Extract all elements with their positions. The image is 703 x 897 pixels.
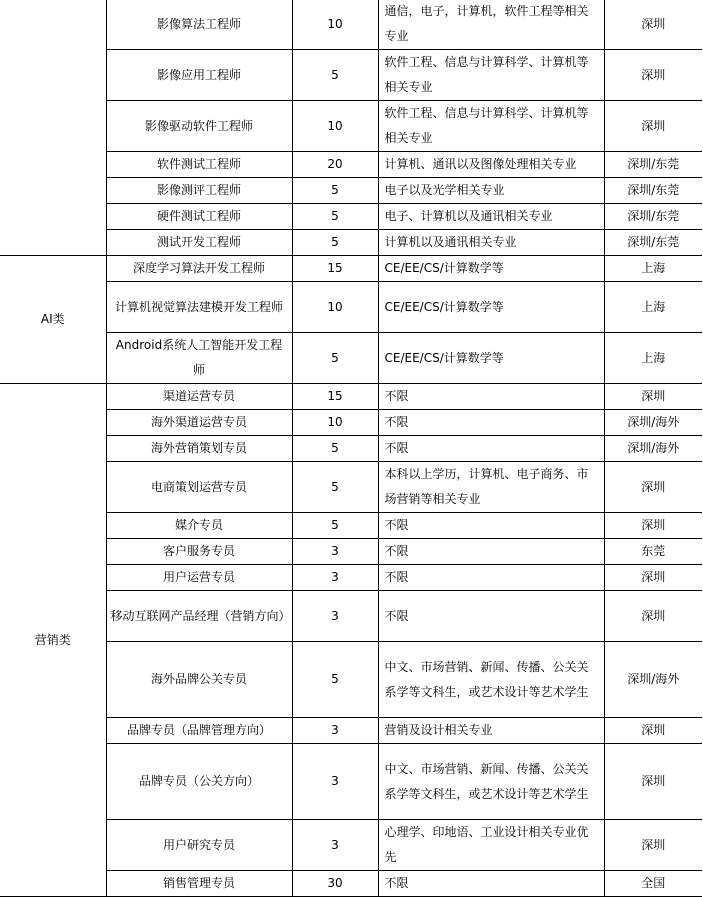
requirement-cell: 计算机以及通讯相关专业 (378, 230, 604, 256)
count-cell: 20 (292, 152, 378, 178)
table-row (0, 513, 702, 539)
requirement-cell: 不限 (378, 410, 604, 436)
position-cell: 测试开发工程师 (106, 230, 292, 256)
count-cell: 30 (292, 871, 378, 897)
position-cell: 计算机视觉算法建模开发工程师 (106, 282, 292, 333)
table-row (0, 410, 702, 436)
requirement-cell: 软件工程、信息与计算科学、计算机等相关专业 (378, 50, 604, 101)
position-cell: 海外营销策划专员 (106, 436, 292, 462)
table-row (0, 718, 702, 744)
location-cell: 上海 (604, 256, 702, 282)
location-cell: 深圳 (604, 513, 702, 539)
count-cell: 5 (292, 333, 378, 384)
position-cell: 软件测试工程师 (106, 152, 292, 178)
location-cell: 深圳/海外 (604, 410, 702, 436)
position-cell: Android系统人工智能开发工程师 (106, 333, 292, 384)
table-row (0, 282, 702, 333)
table-row (0, 462, 702, 513)
table-row (0, 333, 702, 384)
requirement-cell: 计算机、通讯以及图像处理相关专业 (378, 152, 604, 178)
position-cell: 移动互联网产品经理（营销方向） (106, 591, 292, 642)
location-cell: 东莞 (604, 539, 702, 565)
count-cell: 10 (292, 410, 378, 436)
requirement-cell: CE/EE/CS/计算数学等 (378, 282, 604, 333)
location-cell: 深圳 (604, 101, 702, 152)
count-cell: 3 (292, 565, 378, 591)
location-cell: 深圳/东莞 (604, 152, 702, 178)
location-cell: 深圳 (604, 820, 702, 871)
position-cell: 用户运营专员 (106, 565, 292, 591)
position-cell: 影像算法工程师 (106, 0, 292, 50)
count-cell: 3 (292, 539, 378, 565)
table-row (0, 565, 702, 591)
count-cell: 15 (292, 256, 378, 282)
requirement-cell: 不限 (378, 513, 604, 539)
table-row (0, 50, 702, 101)
category-cell: AI类 (0, 256, 106, 384)
table-row (0, 744, 702, 820)
location-cell: 深圳 (604, 744, 702, 820)
position-cell: 影像应用工程师 (106, 50, 292, 101)
requirement-cell: 通信，电子，计算机，软件工程等相关专业 (378, 0, 604, 50)
location-cell: 深圳/海外 (604, 642, 702, 718)
table-row (0, 230, 702, 256)
count-cell: 3 (292, 744, 378, 820)
location-cell: 深圳/海外 (604, 436, 702, 462)
requirement-cell: 不限 (378, 436, 604, 462)
position-cell: 媒介专员 (106, 513, 292, 539)
table-row (0, 820, 702, 871)
table-row (0, 178, 702, 204)
count-cell: 10 (292, 0, 378, 50)
requirement-cell: 软件工程、信息与计算科学、计算机等相关专业 (378, 101, 604, 152)
position-cell: 影像测评工程师 (106, 178, 292, 204)
position-cell: 电商策划运营专员 (106, 462, 292, 513)
category-cell: 营销类 (0, 384, 106, 897)
requirement-cell: CE/EE/CS/计算数学等 (378, 256, 604, 282)
position-cell: 海外品牌公关专员 (106, 642, 292, 718)
count-cell: 5 (292, 178, 378, 204)
position-cell: 深度学习算法开发工程师 (106, 256, 292, 282)
location-cell: 上海 (604, 333, 702, 384)
location-cell: 深圳 (604, 591, 702, 642)
count-cell: 5 (292, 513, 378, 539)
location-cell: 深圳 (604, 384, 702, 410)
requirement-cell: 不限 (378, 591, 604, 642)
count-cell: 3 (292, 820, 378, 871)
table-row (0, 152, 702, 178)
count-cell: 5 (292, 204, 378, 230)
count-cell: 3 (292, 591, 378, 642)
count-cell: 10 (292, 101, 378, 152)
table-row (0, 101, 702, 152)
count-cell: 5 (292, 436, 378, 462)
location-cell: 上海 (604, 282, 702, 333)
count-cell: 10 (292, 282, 378, 333)
requirement-cell: 电子以及光学相关专业 (378, 178, 604, 204)
position-cell: 影像驱动软件工程师 (106, 101, 292, 152)
count-cell: 5 (292, 230, 378, 256)
requirement-cell: 心理学、印地语、工业设计相关专业优先 (378, 820, 604, 871)
requirement-cell: CE/EE/CS/计算数学等 (378, 333, 604, 384)
table-row (0, 591, 702, 642)
position-cell: 海外渠道运营专员 (106, 410, 292, 436)
position-cell: 品牌专员（品牌管理方向） (106, 718, 292, 744)
table-row (0, 539, 702, 565)
requirement-cell: 不限 (378, 565, 604, 591)
location-cell: 深圳/东莞 (604, 178, 702, 204)
table-row (0, 871, 702, 897)
location-cell: 全国 (604, 871, 702, 897)
count-cell: 5 (292, 642, 378, 718)
position-cell: 客户服务专员 (106, 539, 292, 565)
category-cell (0, 0, 106, 256)
requirement-cell: 营销及设计相关专业 (378, 718, 604, 744)
table-row (0, 642, 702, 718)
location-cell: 深圳 (604, 565, 702, 591)
position-cell: 用户研究专员 (106, 820, 292, 871)
location-cell: 深圳/东莞 (604, 230, 702, 256)
count-cell: 5 (292, 50, 378, 101)
table-row (0, 436, 702, 462)
requirement-cell: 不限 (378, 871, 604, 897)
requirement-cell: 本科以上学历，计算机、电子商务、市场营销等相关专业 (378, 462, 604, 513)
location-cell: 深圳 (604, 50, 702, 101)
requirement-cell: 中文、市场营销、新闻、传播、公关关系学等文科生，或艺术设计等艺术学生 (378, 642, 604, 718)
position-cell: 渠道运营专员 (106, 384, 292, 410)
location-cell: 深圳/东莞 (604, 204, 702, 230)
position-cell: 销售管理专员 (106, 871, 292, 897)
requirement-cell: 不限 (378, 384, 604, 410)
location-cell: 深圳 (604, 0, 702, 50)
count-cell: 15 (292, 384, 378, 410)
requirement-cell: 中文、市场营销、新闻、传播、公关关系学等文科生，或艺术设计等艺术学生 (378, 744, 604, 820)
table-row (0, 384, 702, 410)
count-cell: 3 (292, 718, 378, 744)
table-row (0, 204, 702, 230)
position-cell: 品牌专员（公关方向） (106, 744, 292, 820)
table-row (0, 256, 702, 282)
location-cell: 深圳 (604, 462, 702, 513)
position-cell: 硬件测试工程师 (106, 204, 292, 230)
location-cell: 深圳 (604, 718, 702, 744)
table-row (0, 0, 702, 50)
count-cell: 5 (292, 462, 378, 513)
requirement-cell: 电子、计算机以及通讯相关专业 (378, 204, 604, 230)
requirement-cell: 不限 (378, 539, 604, 565)
